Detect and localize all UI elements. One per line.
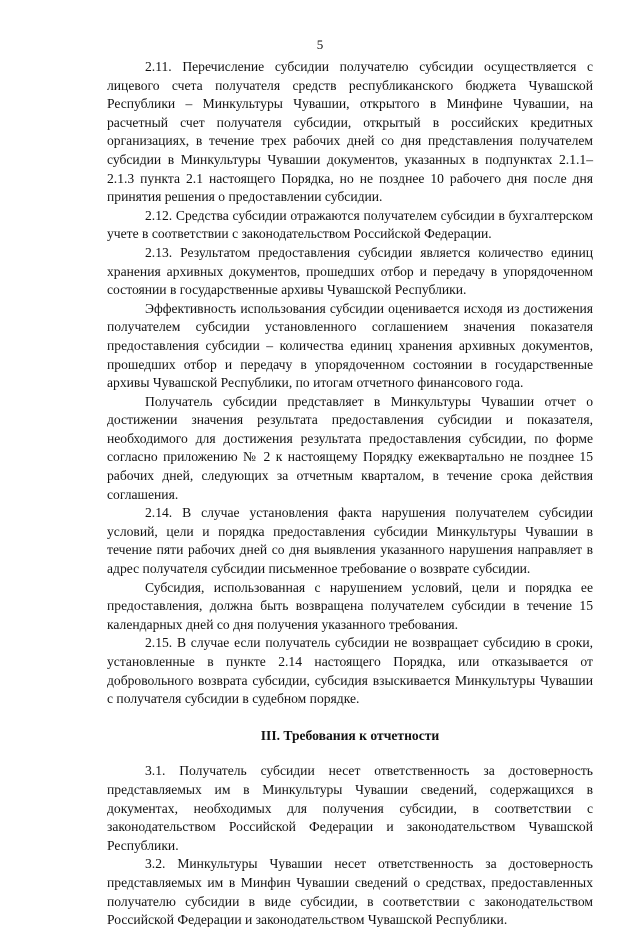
paragraph-3-1: 3.1. Получатель субсидии несет ответственность за достоверность представляемых им в Минкультуры Чувашии сведений, содержащихся в документах, необходимых для получения субсидии, в соответствии с законодательством Российской Федерации и законодательством Чувашской Республики.	[107, 763, 593, 853]
page-number: 5	[316, 37, 324, 52]
document-body	[107, 58, 593, 930]
section-title: III. Требования к отчетности	[260, 727, 440, 743]
paragraph-2-12: 2.12. Средства субсидии отражаются получателем субсидии в бухгалтерском учете в соответствии с законодательством Российской Федерации.	[107, 207, 593, 242]
paragraph-2-13: 2.13. Результатом предоставления субсидии является количество единиц хранения архивных документов, прошедших отбор и передачу в упорядоченном состоянии в государственные архивы Чувашской Республики.	[107, 244, 593, 298]
paragraph-effectiveness: Эффективность использования субсидии оценивается исходя из достижения получателем субсидии установленного соглашением значения показателя предоставления субсидии – количества единиц хранения архивных документов, прошедших отбор и передачу в упорядоченном состоянии в государственные архивы Чувашской Республики, по итогам отчетного финансового года.	[107, 300, 593, 391]
paragraph-2-14: 2.14. В случае установления факта нарушения получателем субсидии условий, цели и порядка предоставления субсидии Минкультуры Чувашии в течение пяти рабочих дней со дня выявления указанного нарушения направляет в адрес получателя субсидии письменное требование о возврате субсидии.	[107, 505, 593, 577]
paragraph-2-11: 2.11. Перечисление субсидии получателю субсидии осуществляется с лицевого счета получателя средств республиканского бюджета Чувашской Республики – Минкультуры Чувашии, открытого в Минфине Чувашии, на расчетный счет получателя субсидии, открытый в российских кредитных организациях, в течение трех рабочих дней со дня представления получателем субсидии в Минкультуры Чувашии документов, указанных в подпунктах 2.1.1–2.1.3 пункта 2.1 настоящего Порядка, но не позднее 10 рабочего дня после дня принятия решения о предоставлении субсидии.	[107, 59, 593, 205]
paragraph-2-15: 2.15. В случае если получатель субсидии не возвращает субсидию в сроки, установленные в пункте 2.14 настоящего Порядка, или отказывается от добровольного возврата субсидии, субсидия взыскивается Минкультуры Чувашии с получателя субсидии в судебном порядке.	[107, 635, 593, 707]
paragraph-report: Получатель субсидии представляет в Минкультуры Чувашии отчет о достижении значения результата предоставления субсидии и показателя, необходимого для достижения результата предоставления субсидии, по форме согласно приложению № 2 к настоящему Порядку ежеквартально не позднее 15 рабочих дней, следующих за отчетным кварталом, в течение срока действия соглашения.	[107, 393, 593, 502]
paragraph-refund: Субсидия, использованная с нарушением условий, цели и порядка ее предоставления, должна быть возвращена получателем субсидии в течение 15 календарных дней со дня получения указанного требования.	[107, 579, 593, 632]
paragraph-3-2: 3.2. Минкультуры Чувашии несет ответственность за достоверность представляемых им в Минфин Чувашии сведений о средствах, предоставленных получателю субсидии в виде субсидии, в соответствии с законодательством Российской Федерации и законодательством Чувашской Республики.	[107, 856, 593, 928]
